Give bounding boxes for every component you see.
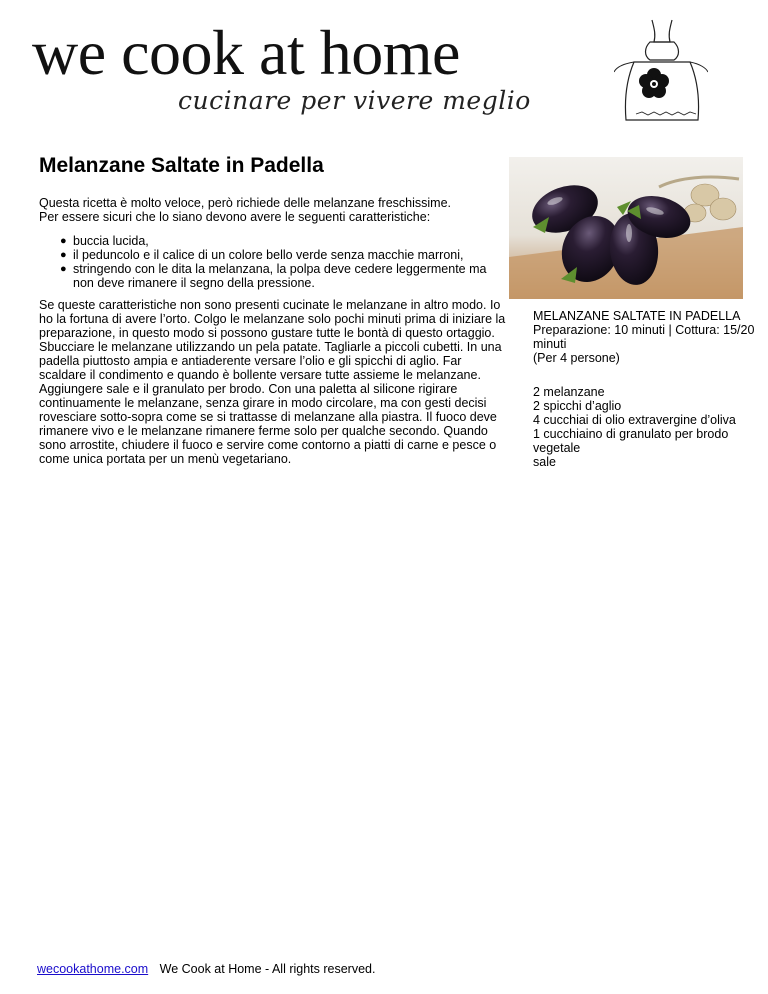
logo-tagline: cucinare per vivere meglio bbox=[178, 86, 531, 115]
page-footer bbox=[37, 962, 375, 976]
eggplant-photo bbox=[509, 157, 743, 299]
ingredient-item: sale bbox=[533, 455, 556, 469]
ingredient-item: 1 cucchiaino di granulato per brodo vegetale bbox=[533, 427, 729, 455]
intro-line: Per essere sicuri che lo siano devono avere le seguenti caratteristiche: bbox=[39, 210, 431, 224]
recipe-summary bbox=[533, 309, 758, 469]
list-item: ● buccia lucida, bbox=[60, 234, 500, 248]
recipe-title: Melanzane Saltate in Padella bbox=[39, 154, 324, 177]
list-item: ● il peduncolo e il calice di un colore bello verde senza macchie marroni, bbox=[60, 248, 500, 262]
intro-line: Questa ricetta è molto veloce, però richiede delle melanzane freschissime. bbox=[39, 196, 452, 210]
site-link[interactable]: wecookathome.com bbox=[37, 962, 149, 976]
servings: (Per 4 persone) bbox=[533, 351, 620, 365]
summary-heading: MELANZANE SALTATE IN PADELLA bbox=[533, 309, 741, 323]
apron-icon bbox=[614, 16, 708, 128]
list-item: ● stringendo con le dita la melanzana, la polpa deve cedere leggermente ma non deve rimanere il segno della pressione. bbox=[60, 262, 500, 290]
ingredients-list bbox=[533, 385, 758, 469]
logo-title: we cook at home bbox=[32, 17, 460, 88]
ingredient-item: 4 cucchiai di olio extravergine d’oliva bbox=[533, 413, 736, 427]
prep-time: Preparazione: 10 minuti | Cottura: 15/20 minuti bbox=[533, 323, 755, 351]
recipe-intro bbox=[39, 196, 509, 224]
recipe-instructions: Se queste caratteristiche non sono presenti cucinate le melanzane in altro modo. Io ho la fortuna di avere l’orto. Colgo le melanzane solo pochi minuti prima di iniziare la preparazione, in questo modo si possono gustare tutte le bontà di questo ortaggio. Sbucciare le melanzane utilizzando un pela patate. Tagliarle a piccoli cubetti. In una padella piuttosto ampia e antiaderente versare l’olio e gli spicchi di aglio. Far scaldare il condimento e quando è bollente versare tutte assieme le melanzane. Aggiungere sale e il granulato per brodo. Con una paletta al silicone rigirare continuamente le melanzane, senza girare in modo circolare, ma con gesti decisi rovesciare sotto-sopra come se si trattasse di melanzane alla piastra. Il fuoco deve rimanere vivo e le melanzane rimanere ferme solo per qualche secondo. Quando sono arrostite, chiudere il fuoco e servire come contorno a piatti di carne e pesce o come unica portata per un menù vegetariano. bbox=[39, 298, 506, 466]
copyright-text: We Cook at Home - All rights reserved. bbox=[159, 962, 376, 976]
ingredient-item: 2 spicchi d’aglio bbox=[533, 399, 622, 413]
site-logo bbox=[28, 14, 708, 130]
freshness-checklist bbox=[60, 234, 500, 290]
ingredient-item: 2 melanzane bbox=[533, 385, 605, 399]
